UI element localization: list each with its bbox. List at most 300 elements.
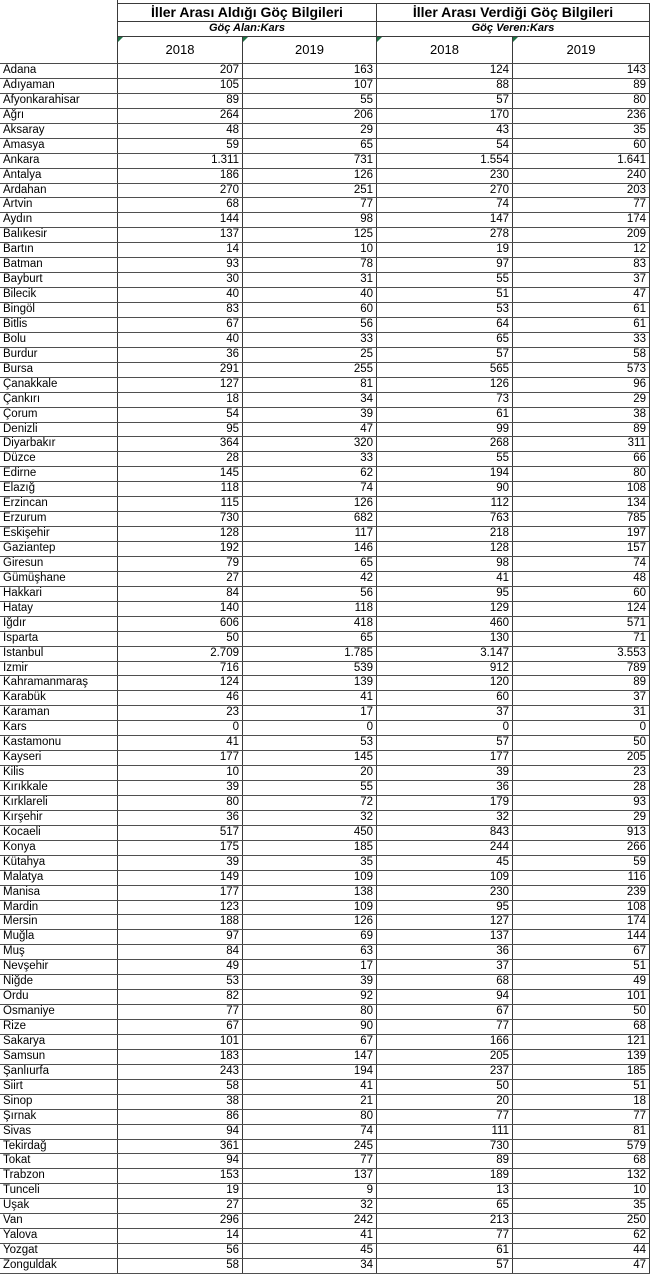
- value-cell[interactable]: 62: [513, 1229, 650, 1243]
- value-cell[interactable]: 157: [513, 542, 650, 556]
- value-cell[interactable]: 13: [377, 1184, 513, 1198]
- value-cell[interactable]: 39: [377, 766, 513, 780]
- value-cell[interactable]: 41: [243, 691, 377, 705]
- value-cell[interactable]: 731: [243, 154, 377, 168]
- value-cell[interactable]: 98: [243, 213, 377, 227]
- value-cell[interactable]: 197: [513, 527, 650, 541]
- value-cell[interactable]: 573: [513, 363, 650, 377]
- value-cell[interactable]: 186: [118, 169, 243, 183]
- province-cell[interactable]: Şanlıurfa: [0, 1065, 118, 1079]
- province-cell[interactable]: Ordu: [0, 990, 118, 1004]
- province-cell[interactable]: Niğde: [0, 975, 118, 989]
- value-cell[interactable]: 88: [377, 79, 513, 93]
- value-cell[interactable]: 74: [243, 482, 377, 496]
- value-cell[interactable]: 95: [377, 901, 513, 915]
- province-cell[interactable]: Diyarbakır: [0, 437, 118, 451]
- value-cell[interactable]: 14: [118, 1229, 243, 1243]
- province-cell[interactable]: Trabzon: [0, 1169, 118, 1183]
- province-cell[interactable]: İstanbul: [0, 647, 118, 661]
- value-cell[interactable]: 3.147: [377, 647, 513, 661]
- value-cell[interactable]: 12: [513, 243, 650, 257]
- value-cell[interactable]: 65: [243, 557, 377, 571]
- value-cell[interactable]: 77: [377, 1229, 513, 1243]
- value-cell[interactable]: 213: [377, 1214, 513, 1228]
- value-cell[interactable]: 67: [377, 1005, 513, 1019]
- value-cell[interactable]: 77: [243, 1154, 377, 1168]
- value-cell[interactable]: 147: [377, 213, 513, 227]
- value-cell[interactable]: 37: [513, 273, 650, 287]
- value-cell[interactable]: 124: [513, 602, 650, 616]
- province-cell[interactable]: Sakarya: [0, 1035, 118, 1049]
- province-cell[interactable]: Edirne: [0, 467, 118, 481]
- value-cell[interactable]: 74: [243, 1125, 377, 1139]
- value-cell[interactable]: 239: [513, 886, 650, 900]
- value-cell[interactable]: 35: [513, 124, 650, 138]
- province-cell[interactable]: Erzincan: [0, 497, 118, 511]
- value-cell[interactable]: 39: [118, 781, 243, 795]
- value-cell[interactable]: 250: [513, 1214, 650, 1228]
- province-cell[interactable]: Kırşehir: [0, 811, 118, 825]
- value-cell[interactable]: 28: [118, 452, 243, 466]
- province-cell[interactable]: Adıyaman: [0, 79, 118, 93]
- value-cell[interactable]: 67: [118, 318, 243, 332]
- province-cell[interactable]: Karaman: [0, 706, 118, 720]
- value-cell[interactable]: 127: [377, 915, 513, 929]
- value-cell[interactable]: 163: [243, 64, 377, 78]
- value-cell[interactable]: 71: [513, 632, 650, 646]
- province-cell[interactable]: Malatya: [0, 871, 118, 885]
- value-cell[interactable]: 143: [513, 64, 650, 78]
- value-cell[interactable]: 47: [513, 1259, 650, 1273]
- value-cell[interactable]: 46: [118, 691, 243, 705]
- value-cell[interactable]: 20: [377, 1095, 513, 1109]
- value-cell[interactable]: 96: [513, 378, 650, 392]
- value-cell[interactable]: 48: [513, 572, 650, 586]
- value-cell[interactable]: 41: [377, 572, 513, 586]
- value-cell[interactable]: 89: [377, 1154, 513, 1168]
- value-cell[interactable]: 51: [513, 1080, 650, 1094]
- value-cell[interactable]: 86: [118, 1110, 243, 1124]
- province-cell[interactable]: İzmir: [0, 662, 118, 676]
- province-cell[interactable]: Kastamonu: [0, 736, 118, 750]
- value-cell[interactable]: 27: [118, 1199, 243, 1213]
- value-cell[interactable]: 63: [243, 945, 377, 959]
- year-header-cell[interactable]: [243, 37, 377, 64]
- province-cell[interactable]: Rize: [0, 1020, 118, 1034]
- value-cell[interactable]: 50: [377, 1080, 513, 1094]
- value-cell[interactable]: 65: [377, 1199, 513, 1213]
- value-cell[interactable]: 48: [118, 124, 243, 138]
- value-cell[interactable]: 32: [377, 811, 513, 825]
- value-cell[interactable]: 245: [243, 1140, 377, 1154]
- value-cell[interactable]: 77: [513, 198, 650, 212]
- province-cell[interactable]: Bayburt: [0, 273, 118, 287]
- value-cell[interactable]: 94: [118, 1125, 243, 1139]
- value-cell[interactable]: 606: [118, 617, 243, 631]
- value-cell[interactable]: 230: [377, 169, 513, 183]
- value-cell[interactable]: 418: [243, 617, 377, 631]
- value-cell[interactable]: 255: [243, 363, 377, 377]
- province-cell[interactable]: Uşak: [0, 1199, 118, 1213]
- value-cell[interactable]: 1.554: [377, 154, 513, 168]
- province-cell[interactable]: Bingöl: [0, 303, 118, 317]
- value-cell[interactable]: 39: [243, 975, 377, 989]
- value-cell[interactable]: 60: [513, 587, 650, 601]
- value-cell[interactable]: 58: [118, 1259, 243, 1273]
- value-cell[interactable]: 19: [118, 1184, 243, 1198]
- value-cell[interactable]: 61: [377, 408, 513, 422]
- value-cell[interactable]: 34: [243, 393, 377, 407]
- value-cell[interactable]: 20: [243, 766, 377, 780]
- value-cell[interactable]: 40: [118, 288, 243, 302]
- value-cell[interactable]: 1.785: [243, 647, 377, 661]
- value-cell[interactable]: 124: [118, 676, 243, 690]
- value-cell[interactable]: 127: [118, 378, 243, 392]
- value-cell[interactable]: 23: [118, 706, 243, 720]
- province-cell[interactable]: Yalova: [0, 1229, 118, 1243]
- value-cell[interactable]: 39: [118, 856, 243, 870]
- value-cell[interactable]: 61: [513, 318, 650, 332]
- value-cell[interactable]: 67: [243, 1035, 377, 1049]
- value-cell[interactable]: 95: [377, 587, 513, 601]
- province-cell[interactable]: Antalya: [0, 169, 118, 183]
- value-cell[interactable]: 194: [243, 1065, 377, 1079]
- province-cell[interactable]: Denizli: [0, 423, 118, 437]
- value-cell[interactable]: 108: [513, 901, 650, 915]
- province-cell[interactable]: Çorum: [0, 408, 118, 422]
- value-cell[interactable]: 140: [118, 602, 243, 616]
- value-cell[interactable]: 80: [513, 467, 650, 481]
- province-cell[interactable]: Batman: [0, 258, 118, 272]
- value-cell[interactable]: 68: [513, 1154, 650, 1168]
- value-cell[interactable]: 42: [243, 572, 377, 586]
- value-cell[interactable]: 25: [243, 348, 377, 362]
- corner-blank-cell[interactable]: [0, 0, 118, 64]
- province-cell[interactable]: Artvin: [0, 198, 118, 212]
- value-cell[interactable]: 1.311: [118, 154, 243, 168]
- value-cell[interactable]: 57: [377, 348, 513, 362]
- value-cell[interactable]: 73: [377, 393, 513, 407]
- value-cell[interactable]: 64: [377, 318, 513, 332]
- province-cell[interactable]: Ardahan: [0, 184, 118, 198]
- province-cell[interactable]: Tekirdağ: [0, 1140, 118, 1154]
- province-cell[interactable]: Tokat: [0, 1154, 118, 1168]
- province-cell[interactable]: Muş: [0, 945, 118, 959]
- value-cell[interactable]: 109: [243, 871, 377, 885]
- province-cell[interactable]: Şırnak: [0, 1110, 118, 1124]
- value-cell[interactable]: 97: [118, 930, 243, 944]
- value-cell[interactable]: 177: [118, 886, 243, 900]
- province-cell[interactable]: Çanakkale: [0, 378, 118, 392]
- value-cell[interactable]: 175: [118, 841, 243, 855]
- value-cell[interactable]: 145: [243, 751, 377, 765]
- value-cell[interactable]: 785: [513, 512, 650, 526]
- value-cell[interactable]: 29: [513, 811, 650, 825]
- value-cell[interactable]: 9: [243, 1184, 377, 1198]
- value-cell[interactable]: 137: [118, 228, 243, 242]
- value-cell[interactable]: 144: [118, 213, 243, 227]
- province-cell[interactable]: Ağrı: [0, 109, 118, 123]
- province-cell[interactable]: Mardin: [0, 901, 118, 915]
- value-cell[interactable]: 47: [243, 423, 377, 437]
- value-cell[interactable]: 177: [377, 751, 513, 765]
- value-cell[interactable]: 107: [243, 79, 377, 93]
- value-cell[interactable]: 51: [513, 960, 650, 974]
- value-cell[interactable]: 33: [243, 452, 377, 466]
- value-cell[interactable]: 68: [377, 975, 513, 989]
- value-cell[interactable]: 80: [243, 1110, 377, 1124]
- value-cell[interactable]: 194: [377, 467, 513, 481]
- value-cell[interactable]: 66: [513, 452, 650, 466]
- value-cell[interactable]: 126: [243, 915, 377, 929]
- province-cell[interactable]: Samsun: [0, 1050, 118, 1064]
- value-cell[interactable]: 10: [243, 243, 377, 257]
- value-cell[interactable]: 517: [118, 826, 243, 840]
- value-cell[interactable]: 92: [243, 990, 377, 1004]
- value-cell[interactable]: 38: [118, 1095, 243, 1109]
- value-cell[interactable]: 81: [243, 378, 377, 392]
- value-cell[interactable]: 54: [118, 408, 243, 422]
- province-cell[interactable]: Erzurum: [0, 512, 118, 526]
- value-cell[interactable]: 116: [513, 871, 650, 885]
- value-cell[interactable]: 36: [118, 811, 243, 825]
- value-cell[interactable]: 56: [243, 318, 377, 332]
- province-cell[interactable]: Bilecik: [0, 288, 118, 302]
- value-cell[interactable]: 83: [513, 258, 650, 272]
- province-cell[interactable]: Kırklareli: [0, 796, 118, 810]
- province-cell[interactable]: Osmaniye: [0, 1005, 118, 1019]
- value-cell[interactable]: 89: [513, 79, 650, 93]
- value-cell[interactable]: 49: [513, 975, 650, 989]
- value-cell[interactable]: 60: [377, 691, 513, 705]
- value-cell[interactable]: 912: [377, 662, 513, 676]
- value-cell[interactable]: 10: [118, 766, 243, 780]
- province-cell[interactable]: Amasya: [0, 139, 118, 153]
- value-cell[interactable]: 77: [243, 198, 377, 212]
- value-cell[interactable]: 268: [377, 437, 513, 451]
- value-cell[interactable]: 40: [243, 288, 377, 302]
- value-cell[interactable]: 94: [118, 1154, 243, 1168]
- value-cell[interactable]: 128: [118, 527, 243, 541]
- value-cell[interactable]: 179: [377, 796, 513, 810]
- value-cell[interactable]: 266: [513, 841, 650, 855]
- value-cell[interactable]: 144: [513, 930, 650, 944]
- value-cell[interactable]: 31: [243, 273, 377, 287]
- value-cell[interactable]: 450: [243, 826, 377, 840]
- province-cell[interactable]: Sivas: [0, 1125, 118, 1139]
- value-cell[interactable]: 174: [513, 915, 650, 929]
- value-cell[interactable]: 37: [513, 691, 650, 705]
- year-header-cell[interactable]: [118, 37, 243, 64]
- value-cell[interactable]: 789: [513, 662, 650, 676]
- value-cell[interactable]: 244: [377, 841, 513, 855]
- value-cell[interactable]: 68: [118, 198, 243, 212]
- province-cell[interactable]: Van: [0, 1214, 118, 1228]
- province-cell[interactable]: Kilis: [0, 766, 118, 780]
- value-cell[interactable]: 29: [243, 124, 377, 138]
- value-cell[interactable]: 59: [118, 139, 243, 153]
- value-cell[interactable]: 3.553: [513, 647, 650, 661]
- value-cell[interactable]: 23: [513, 766, 650, 780]
- value-cell[interactable]: 218: [377, 527, 513, 541]
- value-cell[interactable]: 99: [377, 423, 513, 437]
- province-cell[interactable]: Bursa: [0, 363, 118, 377]
- subtitle-given[interactable]: Göç Veren:Kars: [377, 21, 650, 37]
- province-cell[interactable]: Siirt: [0, 1080, 118, 1094]
- value-cell[interactable]: 19: [377, 243, 513, 257]
- value-cell[interactable]: 36: [118, 348, 243, 362]
- value-cell[interactable]: 67: [118, 1020, 243, 1034]
- value-cell[interactable]: 74: [513, 557, 650, 571]
- value-cell[interactable]: 138: [243, 886, 377, 900]
- value-cell[interactable]: 291: [118, 363, 243, 377]
- province-cell[interactable]: Kayseri: [0, 751, 118, 765]
- value-cell[interactable]: 93: [513, 796, 650, 810]
- province-cell[interactable]: Bolu: [0, 333, 118, 347]
- value-cell[interactable]: 69: [243, 930, 377, 944]
- value-cell[interactable]: 32: [243, 811, 377, 825]
- value-cell[interactable]: 579: [513, 1140, 650, 1154]
- value-cell[interactable]: 56: [118, 1244, 243, 1258]
- value-cell[interactable]: 62: [243, 467, 377, 481]
- value-cell[interactable]: 565: [377, 363, 513, 377]
- value-cell[interactable]: 763: [377, 512, 513, 526]
- value-cell[interactable]: 55: [377, 452, 513, 466]
- province-cell[interactable]: Nevşehir: [0, 960, 118, 974]
- value-cell[interactable]: 35: [513, 1199, 650, 1213]
- value-cell[interactable]: 123: [118, 901, 243, 915]
- value-cell[interactable]: 134: [513, 497, 650, 511]
- value-cell[interactable]: 49: [118, 960, 243, 974]
- value-cell[interactable]: 80: [118, 796, 243, 810]
- value-cell[interactable]: 57: [377, 94, 513, 108]
- value-cell[interactable]: 30: [118, 273, 243, 287]
- title-given[interactable]: İller Arası Verdiği Göç Bilgileri: [377, 4, 650, 22]
- value-cell[interactable]: 716: [118, 662, 243, 676]
- value-cell[interactable]: 77: [377, 1110, 513, 1124]
- province-cell[interactable]: Isparta: [0, 632, 118, 646]
- value-cell[interactable]: 730: [118, 512, 243, 526]
- value-cell[interactable]: 147: [243, 1050, 377, 1064]
- value-cell[interactable]: 83: [118, 303, 243, 317]
- province-cell[interactable]: Burdur: [0, 348, 118, 362]
- value-cell[interactable]: 77: [513, 1110, 650, 1124]
- value-cell[interactable]: 77: [118, 1005, 243, 1019]
- value-cell[interactable]: 115: [118, 497, 243, 511]
- value-cell[interactable]: 311: [513, 437, 650, 451]
- province-cell[interactable]: Yozgat: [0, 1244, 118, 1258]
- value-cell[interactable]: 0: [243, 721, 377, 735]
- value-cell[interactable]: 230: [377, 886, 513, 900]
- province-cell[interactable]: Çankırı: [0, 393, 118, 407]
- value-cell[interactable]: 270: [118, 184, 243, 198]
- value-cell[interactable]: 53: [243, 736, 377, 750]
- value-cell[interactable]: 81: [513, 1125, 650, 1139]
- value-cell[interactable]: 112: [377, 497, 513, 511]
- value-cell[interactable]: 36: [377, 781, 513, 795]
- value-cell[interactable]: 124: [377, 64, 513, 78]
- value-cell[interactable]: 270: [377, 184, 513, 198]
- value-cell[interactable]: 59: [513, 856, 650, 870]
- value-cell[interactable]: 571: [513, 617, 650, 631]
- value-cell[interactable]: 105: [118, 79, 243, 93]
- year-header-cell[interactable]: [513, 37, 650, 64]
- value-cell[interactable]: 236: [513, 109, 650, 123]
- value-cell[interactable]: 80: [513, 94, 650, 108]
- value-cell[interactable]: 10: [513, 1184, 650, 1198]
- value-cell[interactable]: 118: [118, 482, 243, 496]
- value-cell[interactable]: 33: [243, 333, 377, 347]
- value-cell[interactable]: 183: [118, 1050, 243, 1064]
- value-cell[interactable]: 84: [118, 945, 243, 959]
- value-cell[interactable]: 37: [377, 706, 513, 720]
- value-cell[interactable]: 129: [377, 602, 513, 616]
- value-cell[interactable]: 166: [377, 1035, 513, 1049]
- province-cell[interactable]: Gümüşhane: [0, 572, 118, 586]
- province-cell[interactable]: Kocaeli: [0, 826, 118, 840]
- value-cell[interactable]: 146: [243, 542, 377, 556]
- value-cell[interactable]: 118: [243, 602, 377, 616]
- value-cell[interactable]: 126: [377, 378, 513, 392]
- value-cell[interactable]: 57: [377, 1259, 513, 1273]
- value-cell[interactable]: 29: [513, 393, 650, 407]
- province-cell[interactable]: Iğdır: [0, 617, 118, 631]
- value-cell[interactable]: 17: [243, 960, 377, 974]
- value-cell[interactable]: 682: [243, 512, 377, 526]
- province-cell[interactable]: Kütahya: [0, 856, 118, 870]
- value-cell[interactable]: 192: [118, 542, 243, 556]
- value-cell[interactable]: 40: [118, 333, 243, 347]
- value-cell[interactable]: 18: [118, 393, 243, 407]
- title-received[interactable]: İller Arası Aldığı Göç Bilgileri: [118, 4, 377, 22]
- province-cell[interactable]: Gaziantep: [0, 542, 118, 556]
- province-cell[interactable]: Sinop: [0, 1095, 118, 1109]
- province-cell[interactable]: Aksaray: [0, 124, 118, 138]
- value-cell[interactable]: 170: [377, 109, 513, 123]
- value-cell[interactable]: 361: [118, 1140, 243, 1154]
- value-cell[interactable]: 149: [118, 871, 243, 885]
- value-cell[interactable]: 14: [118, 243, 243, 257]
- value-cell[interactable]: 101: [118, 1035, 243, 1049]
- province-cell[interactable]: Tunceli: [0, 1184, 118, 1198]
- value-cell[interactable]: 61: [377, 1244, 513, 1258]
- value-cell[interactable]: 101: [513, 990, 650, 1004]
- value-cell[interactable]: 78: [243, 258, 377, 272]
- value-cell[interactable]: 82: [118, 990, 243, 1004]
- value-cell[interactable]: 117: [243, 527, 377, 541]
- value-cell[interactable]: 53: [377, 303, 513, 317]
- province-cell[interactable]: Aydın: [0, 213, 118, 227]
- value-cell[interactable]: 1.641: [513, 154, 650, 168]
- value-cell[interactable]: 50: [513, 1005, 650, 1019]
- value-cell[interactable]: 95: [118, 423, 243, 437]
- value-cell[interactable]: 145: [118, 467, 243, 481]
- value-cell[interactable]: 67: [513, 945, 650, 959]
- value-cell[interactable]: 33: [513, 333, 650, 347]
- value-cell[interactable]: 18: [513, 1095, 650, 1109]
- province-cell[interactable]: Hakkari: [0, 587, 118, 601]
- value-cell[interactable]: 206: [243, 109, 377, 123]
- province-cell[interactable]: Adana: [0, 64, 118, 78]
- value-cell[interactable]: 188: [118, 915, 243, 929]
- province-cell[interactable]: Afyonkarahisar: [0, 94, 118, 108]
- value-cell[interactable]: 50: [513, 736, 650, 750]
- value-cell[interactable]: 89: [513, 423, 650, 437]
- value-cell[interactable]: 121: [513, 1035, 650, 1049]
- value-cell[interactable]: 89: [118, 94, 243, 108]
- value-cell[interactable]: 41: [243, 1080, 377, 1094]
- value-cell[interactable]: 205: [377, 1050, 513, 1064]
